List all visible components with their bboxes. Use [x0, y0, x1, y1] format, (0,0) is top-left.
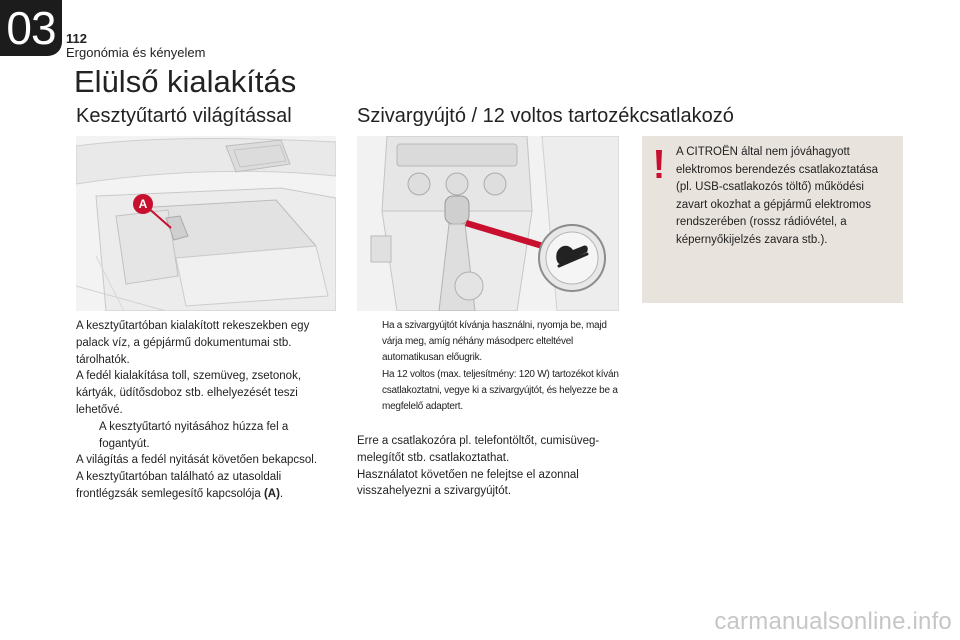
warning-text: A CITROËN által nem jóváhagyott elektromos berendezés csatlakoztatása (pl. USB-csatlakozós töltő) működési zavart okozhat a gépjármű elektromos rendszerében (rossz rádióvétel, a képernyőkijelzés zavara stb.).: [676, 146, 878, 246]
page-title: Elülső kialakítás: [74, 64, 297, 99]
lighter-paragraph-2: Használatot követően ne felejtse el azonnal visszahelyezni a szivargyújtót.: [357, 468, 579, 498]
glovebox-bullet-text: A kesztyűtartó nyitásához húzza fel a fogantyút.: [99, 420, 289, 450]
lighter-bullet-1: [357, 318, 625, 367]
exclamation-icon: [652, 150, 666, 180]
console-drawing: [357, 136, 619, 311]
glovebox-paragraph-2: A fedél kialakítása toll, szemüveg, zsetonok, kártyák, üdítősdoboz stb. elhelyezését teszi lehetővé.: [76, 370, 302, 416]
page-number: 112: [66, 31, 87, 46]
lighter-bullet-2: [357, 367, 625, 416]
glovebox-paragraph-4: [76, 469, 338, 503]
chapter-title: Ergonómia és kényelem: [66, 45, 206, 60]
glovebox-airbag-end: .: [279, 487, 284, 500]
glovebox-bullet: [76, 419, 338, 453]
section-heading-cigarette-lighter: Szivargyújtó / 12 voltos tartozékcsatlakozó: [357, 105, 734, 127]
chapter-tab: 03: [0, 0, 62, 56]
lighter-bullet-2-text: Ha 12 voltos (max. teljesítmény: 120 W) tartozékot kíván csatlakoztatni, vegye ki a szivargyújtót, és helyezze be a megfelelő adaptert.: [382, 368, 619, 413]
bullet-mark: [357, 367, 382, 416]
warning-box: [642, 136, 903, 303]
glovebox-paragraph-1: A kesztyűtartóban kialakított rekeszekben egy palack víz, a gépjármű dokumentumai stb. tárolhatók.: [76, 320, 310, 366]
lighter-paragraph-1: Erre a csatlakozóra pl. telefontöltőt, cumisüveg-melegítőt stb. csatlakoztathat.: [357, 435, 600, 464]
lighter-bullets: [357, 318, 625, 415]
glovebox-airbag-ref: (A): [263, 487, 280, 500]
glovebox-illustration: [76, 136, 336, 311]
lighter-body: [357, 433, 625, 500]
glovebox-paragraph-3: A világítás a fedél nyitását követően bekapcsol.: [76, 454, 318, 467]
callout-a-badge: A: [133, 194, 153, 214]
cigarette-lighter-illustration: [357, 136, 619, 311]
bullet-mark: [357, 318, 382, 367]
glovebox-body: [76, 318, 338, 503]
section-heading-glovebox: Kesztyűtartó világítással: [76, 105, 292, 127]
glovebox-airbag-text: A kesztyűtartóban található az utasoldali frontlégzsák semlegesítő kapcsolója: [76, 471, 282, 500]
watermark: carmanualsonline.info: [714, 608, 952, 635]
bullet-mark: [76, 419, 99, 453]
lighter-bullet-1-text: Ha a szivargyújtót kívánja használni, nyomja be, majd várja meg, amíg néhány másodperc elteltével automatikusan előugrik.: [382, 320, 607, 364]
callout-a-overlay: [76, 136, 336, 311]
